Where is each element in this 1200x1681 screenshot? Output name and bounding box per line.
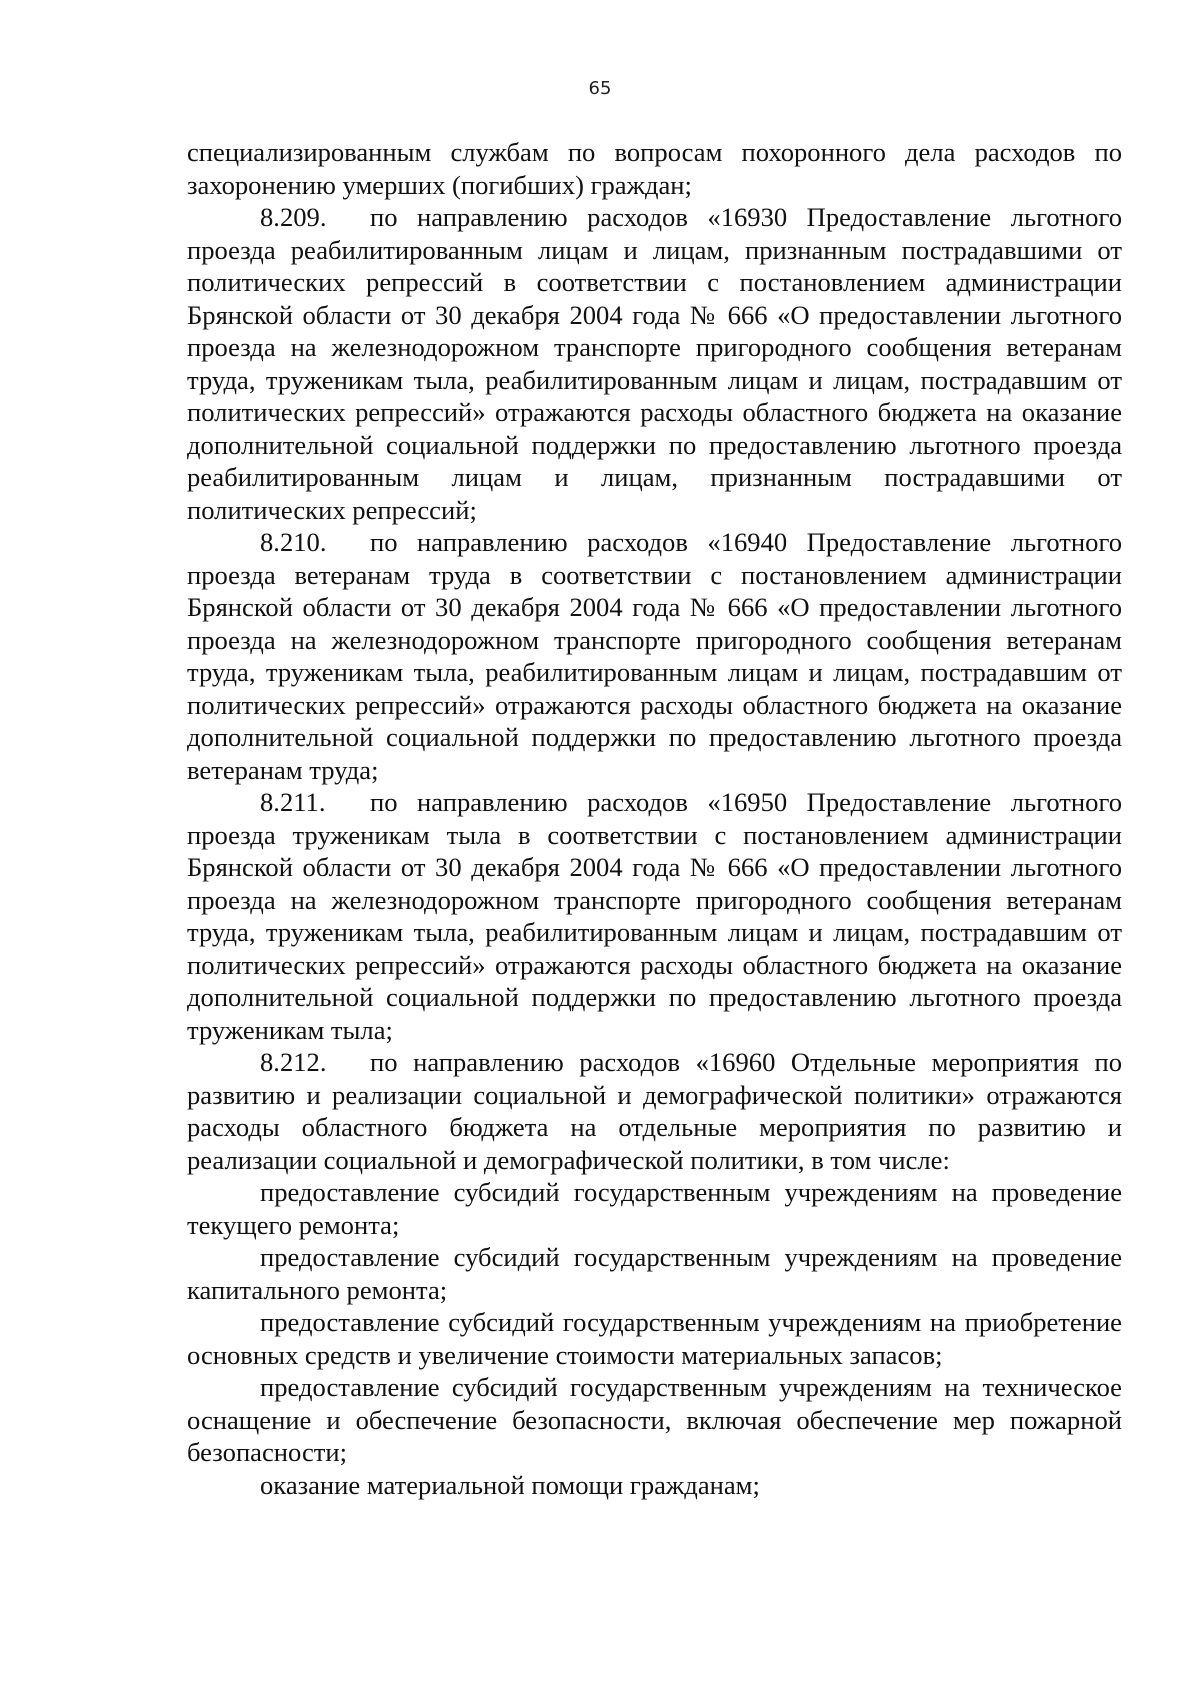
document-body xyxy=(187,136,1122,1501)
clause-number: 8.211. xyxy=(260,787,326,817)
list-item: оказание материальной помощи гражданам; xyxy=(260,1469,760,1500)
list-item: предоставление субсидий государственным учреждениям на проведение капитального ремонта; xyxy=(187,1242,1122,1305)
paragraph-continuation xyxy=(187,136,1122,201)
clause-number: 8.212. xyxy=(260,1047,327,1077)
clause-text: по направлению расходов «16940 Предоставление льготного проезда ветеранам труда в соответствии с постановлением администрации Брянской области от 30 декабря 2004 года № 666 «О предоставлении льготного проезда на железнодорожном транспорте пригородного сообщения ветеранам труда, труженикам тыла, реабилитированным лицам и лицам, пострадавшим от политических репрессий» отражаются расходы областного бюджета на оказание дополнительной социальной поддержки по предоставлению льготного проезда ветеранам труда; xyxy=(187,527,1122,785)
clause-text: по направлению расходов «16960 Отдельные мероприятия по развитию и реализации социальной и демографической политики» отражаются расходы областного бюджета на отдельные мероприятия по развитию и реализации социальной и демографической политики, в том числе: xyxy=(187,1047,1122,1175)
list-item: предоставление субсидий государственным учреждениям на проведение текущего ремонта; xyxy=(187,1177,1122,1240)
clause-number: 8.210. xyxy=(260,527,327,557)
clause-text: по направлению расходов «16950 Предоставление льготного проезда труженикам тыла в соответствии с постановлением администрации Брянской области от 30 декабря 2004 года № 666 «О предоставлении льготного проезда на железнодорожном транспорте пригородного сообщения ветеранам труда, труженикам тыла, реабилитированным лицам и лицам, пострадавшим от политических репрессий» отражаются расходы областного бюджета на оказание дополнительной социальной поддержки по предоставлению льготного проезда труженикам тыла; xyxy=(187,787,1122,1045)
clause-number: 8.209. xyxy=(260,202,327,232)
clause-8-209 xyxy=(187,201,1122,526)
paragraph-text: специализированным службам по вопросам похоронного дела расходов по захоронению умерших (погибших) граждан; xyxy=(187,137,1122,200)
list-item: предоставление субсидий государственным учреждениям на приобретение основных средств и увеличение стоимости материальных запасов; xyxy=(187,1307,1122,1370)
clause-text: по направлению расходов «16930 Предоставление льготного проезда реабилитированным лицам и лицам, признанным пострадавшими от политических репрессий в соответствии с постановлением администрации Брянской области от 30 декабря 2004 года № 666 «О предоставлении льготного проезда на железнодорожном транспорте пригородного сообщения ветеранам труда, труженикам тыла, реабилитированным лицам и лицам, пострадавшим от политических репрессий» отражаются расходы областного бюджета на оказание дополнительной социальной поддержки по предоставлению льготного проезда реабилитированным лицам и лицам, признанным пострадавшими от политических репрессий; xyxy=(187,202,1122,525)
clause-8-212 xyxy=(187,1046,1122,1176)
clause-8-211 xyxy=(187,786,1122,1046)
page-number: 65 xyxy=(588,78,612,99)
list-item: предоставление субсидий государственным учреждениям на техническое оснащение и обеспечение безопасности, включая обеспечение мер пожарной безопасности; xyxy=(187,1372,1122,1467)
clause-8-210 xyxy=(187,526,1122,786)
